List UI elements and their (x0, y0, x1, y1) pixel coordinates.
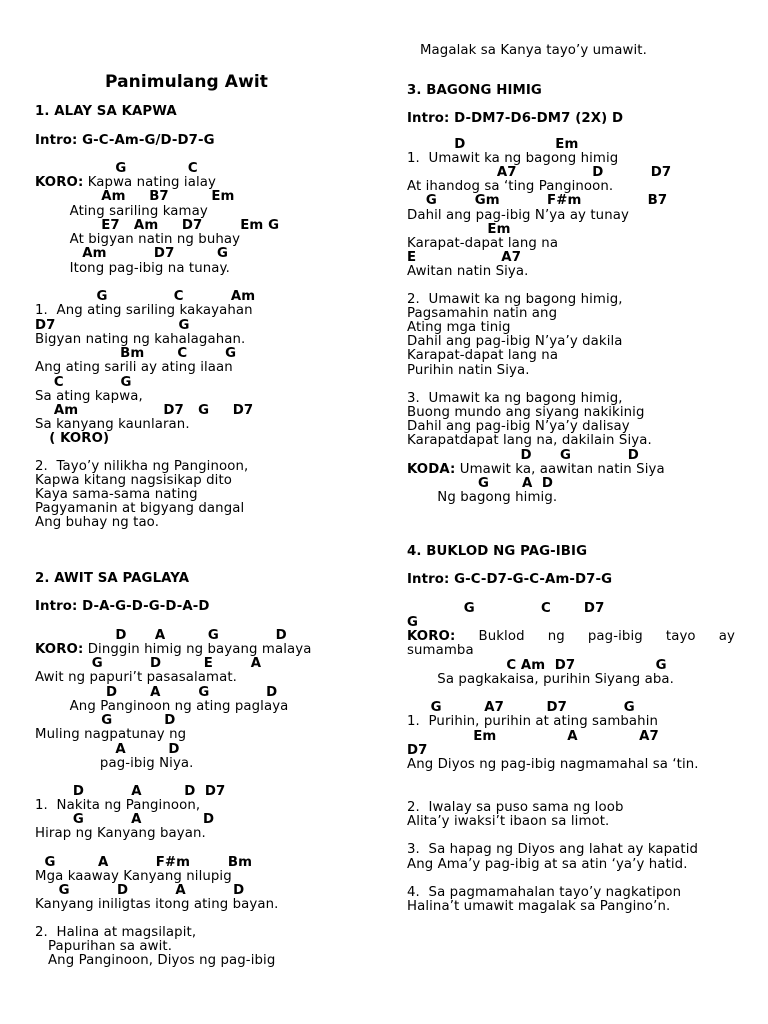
chord-line: G D E A (35, 656, 262, 671)
lyric-line: Ang Ama’y pag-ibig at sa atin ‘ya’y hatid. (407, 857, 688, 872)
section-heading: Intro: G-C-D7-G-C-Am-D7-G (407, 572, 613, 587)
section-heading: 1. ALAY SA KAPWA (35, 104, 177, 119)
chord-line: E7 Am D7 Em G (35, 218, 280, 233)
lyric-line: Dahil ang pag-ibig N’ya’y dakila (407, 334, 623, 349)
lyric-line: 3. Sa hapag ng Diyos ang lahat ay kapatid (407, 842, 699, 857)
lyric-line: Mga kaaway Kanyang nilupig (35, 869, 232, 884)
section-heading: 2. AWIT SA PAGLAYA (35, 571, 190, 586)
lyric-line: Ang Diyos ng pag-ibig nagmamahal sa ‘tin. (407, 757, 699, 772)
chord-line: Am D7 G (35, 246, 228, 261)
lyric-line: Kanyang iniligtas itong ating bayan. (35, 897, 279, 912)
chord-line: A D (35, 742, 180, 757)
lyric-line: 2. Tayo’y nilikha ng Panginoon, (35, 459, 249, 474)
lyric-line: Awitan natin Siya. (407, 264, 529, 279)
lyric-text: Umawit ka, aawitan natin Siya (455, 462, 665, 477)
chord-line: G (407, 615, 419, 630)
chord-line: D A G D (35, 628, 287, 643)
lyric-line: Bigyan nating ng kahalagahan. (35, 332, 246, 347)
lyric-line: Karapatdapat lang na, dakilain Siya. (407, 433, 652, 448)
lyric-line (407, 462, 735, 477)
chord-line: G A F#m Bm (35, 855, 253, 870)
section-heading: Intro: G-C-Am-G/D-D7-G (35, 133, 215, 148)
lyric-line: Hirap ng Kanyang bayan. (35, 826, 206, 841)
lyric-line: 2. Umawit ka ng bagong himig, (407, 292, 623, 307)
chord-line: Bm C G (35, 346, 237, 361)
lyric-line: 1. Umawit ka ng bagong himig (407, 151, 619, 166)
lyric-line: Ang Panginoon, Diyos ng pag-ibig (35, 953, 276, 968)
lyric-line: Dahil ang pag-ibig N’ya’y dalisay (407, 419, 630, 434)
section-heading: Intro: D-DM7-D6-DM7 (2X) D (407, 111, 624, 126)
lyric-line: 4. Sa pagmamahalan tayo’y nagkatipon (407, 885, 682, 900)
lyric-line: Purihin natin Siya. (407, 363, 530, 378)
lyric-line: Dahil ang pag-ibig N’ya ay tunay (407, 208, 629, 223)
lyric-line: Ang ating sarili ay ating ilaan (35, 360, 233, 375)
chord-line: D G D (407, 448, 639, 463)
lyric-line: 1. Ang ating sariling kakayahan (35, 303, 253, 318)
chord-line: G D (35, 713, 176, 728)
chord-line: Am D7 G D7 (35, 403, 254, 418)
lyric-line: Alita’y iwaksi’t ibaon sa limot. (407, 814, 610, 829)
lyric-line: Sa ating kapwa, (35, 389, 143, 404)
lyric-line: Magalak sa Kanya tayo’y umawit. (407, 43, 647, 58)
chord-line: ( KORO) (35, 431, 110, 446)
chord-line: G A D (407, 476, 554, 491)
chord-line: D7 G (35, 318, 190, 333)
lyric-text: Dinggin himig ng bayang malaya (83, 642, 312, 657)
refrain-label: KODA: (407, 462, 456, 477)
chord-line: D A G D (35, 685, 278, 700)
lyric-line: Karapat-dapat lang na (407, 348, 559, 363)
lyric-line: 1. Purihin, purihin at ating sambahin (407, 714, 659, 729)
lyric-line: Ating sariling kamay (35, 204, 208, 219)
lyric-line: pag-ibig Niya. (35, 756, 194, 771)
lyric-line: Kaya sama-sama nating (35, 487, 198, 502)
lyric-text: Kapwa nating ialay (83, 175, 216, 190)
chord-line: E A7 (407, 250, 522, 265)
lyric-line: 1. Nakita ng Panginoon, (35, 798, 201, 813)
lyric-line: Ng bagong himig. (407, 490, 558, 505)
lyric-text: Buklod ng pag-ibig tayo ay (455, 629, 735, 644)
chord-line: D Em (407, 137, 579, 152)
chord-line: G C Am (35, 289, 256, 304)
lyric-line: Ang Panginoon ng ating paglaya (35, 699, 289, 714)
lyric-line: Itong pag-ibig na tunay. (35, 261, 230, 276)
section-heading: 4. BUKLOD NG PAG-IBIG (407, 544, 588, 559)
lyric-line: 3. Umawit ka ng bagong himig, (407, 391, 623, 406)
chord-line: C Am D7 G (407, 658, 667, 673)
lyric-line: Muling nagpatunay ng (35, 727, 187, 742)
chord-line: G Gm F#m B7 (407, 193, 668, 208)
refrain-label: KORO: (35, 642, 84, 657)
lyric-line: Halina’t umawit magalak sa Pangino’n. (407, 899, 671, 914)
lyric-line: Sa pagkakaisa, purihin Siyang aba. (407, 672, 674, 687)
chord-line: G C (35, 161, 198, 176)
lyric-line: At ihandog sa ‘ting Panginoon. (407, 179, 614, 194)
lyric-line: 2. Halina at magsilapit, (35, 925, 197, 940)
chord-line: D7 (407, 743, 428, 758)
lyric-line: Kapwa kitang nagsisikap dito (35, 473, 233, 488)
lyric-line: Karapat-dapat lang na (407, 236, 559, 251)
lyric-line: Ang buhay ng tao. (35, 515, 160, 530)
lyric-line: Sa kanyang kaunlaran. (35, 417, 190, 432)
chord-line: Em A A7 (407, 729, 659, 744)
chord-line: Am B7 Em (35, 189, 235, 204)
lyric-line: Awit ng papuri’t pasasalamat. (35, 670, 237, 685)
chord-line: D A D D7 (35, 784, 226, 799)
lyric-line: Ating mga tinig (407, 320, 511, 335)
lyric-line: sumamba (407, 643, 474, 658)
refrain-label: KORO: (407, 629, 456, 644)
chord-line: G A7 D7 G (407, 700, 635, 715)
lyric-line: Buong mundo ang siyang nakikinig (407, 405, 645, 420)
section-heading: Intro: D-A-G-D-G-D-A-D (35, 599, 210, 614)
lyric-line (407, 629, 735, 644)
lyric-line: Pagyamanin at bigyang dangal (35, 501, 245, 516)
chord-line: C G (35, 375, 132, 390)
lyric-line (35, 175, 365, 190)
chord-line: G D A D (35, 883, 245, 898)
section-heading: 3. BAGONG HIMIG (407, 83, 542, 98)
lyric-line (35, 642, 365, 657)
lyric-line: Pagsamahin natin ang (407, 306, 558, 321)
lyric-line: 2. Iwalay sa puso sama ng loob (407, 800, 624, 815)
lyric-line: Papurihan sa awit. (35, 939, 173, 954)
chord-line: G A D (35, 812, 215, 827)
page-title: Panimulang Awit (105, 72, 269, 92)
chord-line: A7 D D7 (407, 165, 672, 180)
chord-line: G C D7 (407, 601, 605, 616)
chord-line: Em (407, 222, 511, 237)
lyric-line: At bigyan natin ng buhay (35, 232, 241, 247)
refrain-label: KORO: (35, 175, 84, 190)
